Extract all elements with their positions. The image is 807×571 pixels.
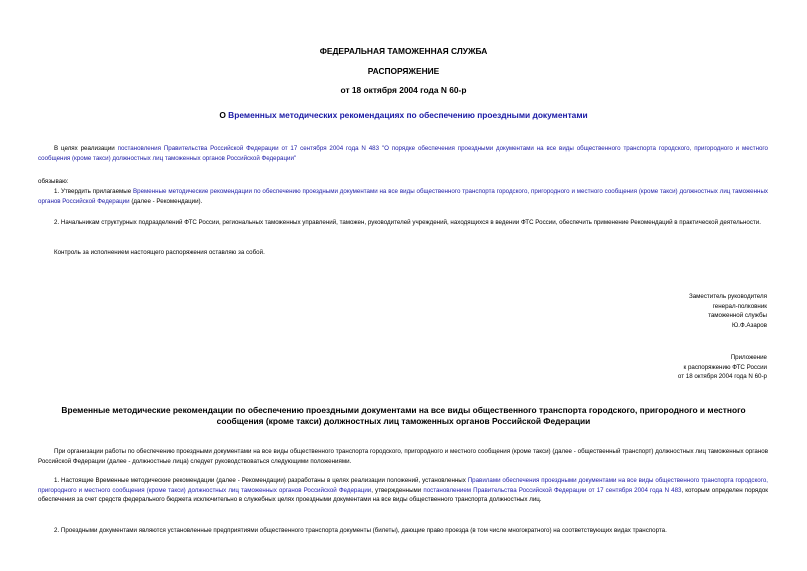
document-header	[0, 46, 807, 121]
appendix-reference: к распоряжению ФТС России	[683, 363, 767, 371]
rec-item1-prefix: 1. Настоящие Временные методические рекомендации (далее - Рекомендации) разработаны в целях реализации положений, установленных	[54, 477, 468, 484]
recommendations-title: Временные методические рекомендации по обеспечению проездными документами на все виды общественного транспорта городского, пригородного и местного сообщения (кроме такси) должностных лиц таможенных органов Российской Федерации	[61, 405, 746, 426]
resolution-link[interactable]: постановления Правительства Российской Федерации от 17 сентября 2004 года N 483 "О порядке обеспечения проездными документами на все виды общественного транспорта городского, пригородного и местного сообщения (кроме такси) должностных лиц таможенных органов Российской Федерации"	[38, 145, 768, 162]
paragraph-basis	[38, 144, 768, 163]
agency-name: ФЕДЕРАЛЬНАЯ ТАМОЖЕННАЯ СЛУЖБА	[319, 46, 488, 56]
title-link[interactable]: Временных методических рекомендациях по обеспечению проездными документами	[228, 110, 588, 120]
order-item-2: 2. Начальникам структурных подразделений ФТС России, региональных таможенных управлений, таможен, руководителей учреждений, находящихся в ведении ФТС России, обеспечить применение Рекомендаций в практической деятельности.	[54, 219, 761, 226]
recommendations-link[interactable]: Временные методические рекомендации по обеспечению проездными документами на все виды общественного транспорта городского, пригородного и местного сообщения (кроме такси) должностных лиц таможенных органов Российской Федерации	[38, 188, 769, 205]
appendix-block	[547, 353, 767, 382]
title-prefix: О	[219, 110, 229, 120]
control-clause: Контроль за исполнением настоящего распоряжения оставляю за собой.	[54, 249, 265, 256]
signature-service: таможенной службы	[708, 312, 767, 320]
item1-prefix: 1. Утвердить прилагаемые	[54, 188, 134, 195]
document-type: РАСПОРЯЖЕНИЕ	[367, 66, 440, 76]
signature-rank: генерал-полковник	[712, 302, 767, 310]
appendix-label: Приложение	[730, 354, 767, 361]
signature-name: Ю.Ф.Азаров	[732, 321, 767, 329]
item1-suffix: (далее - Рекомендации).	[129, 197, 203, 205]
rec-item1-suffix: , которым определен порядок обеспечения за счет средств федерального бюджета исключительно в служебных целях проездными документами на все виды общественного транспорта должностных лиц.	[38, 486, 768, 504]
rec-item1-mid: , утвержденными	[371, 486, 424, 494]
signature-block	[547, 292, 767, 330]
signature-position: Заместитель руководителя	[688, 293, 767, 300]
recommendations-intro: При организации работы по обеспечению проездными документами на все виды общественного транспорта городского, пригородного и местного сообщения (кроме такси) (далее - общественный транспорт) должностных лиц таможенных органов Российской Федерации (далее - должностные лица) следует руководствоваться следующими положениями.	[38, 448, 768, 465]
rules-link[interactable]: Правилами обеспечения проездными документами на все виды общественного транспорта городского, пригородного и местного сообщения (кроме такси) должностных лиц таможенных органов Российской Федерации	[38, 477, 768, 494]
recommendations-item-1	[38, 476, 768, 505]
document-title	[0, 110, 807, 121]
appendix-date: от 18 октября 2004 года N 60-р	[677, 373, 767, 381]
recommendations-item-2: 2. Проездными документами являются установленные предприятиями общественного транспорта документы (билеты), дающие право проезда (в том числе многократного) на соответствующих видах транспорта.	[54, 527, 667, 534]
document-date: от 18 октября 2004 года N 60-р	[340, 85, 467, 95]
order-item-1	[38, 187, 768, 206]
government-resolution-link[interactable]: постановлением Правительства Российской Федерации от 17 сентября 2004 года N 483	[423, 486, 682, 494]
obliges-text: обязываю:	[38, 178, 69, 185]
basis-prefix: В целях реализации	[54, 145, 118, 152]
